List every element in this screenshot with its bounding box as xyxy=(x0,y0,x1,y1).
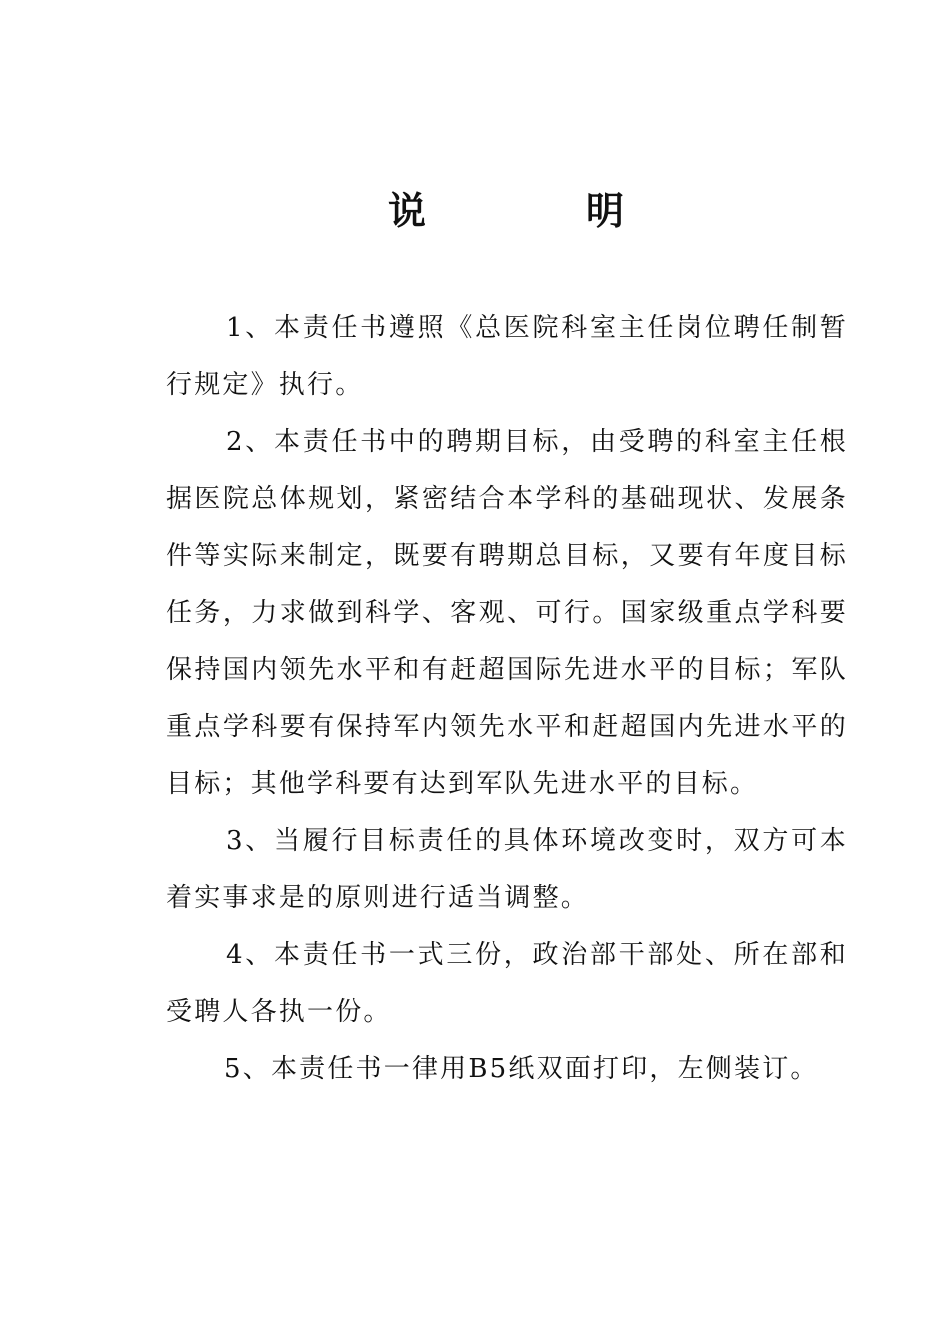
document-title xyxy=(0,186,950,236)
paragraph-4: 4、本责任书一式三份，政治部干部处、所在部和受聘人各执一份。 xyxy=(166,940,848,1027)
document-body xyxy=(166,300,848,1098)
paragraph-5: 5、本责任书一律用B5纸双面打印，左侧装订。 xyxy=(224,1054,819,1084)
title-char-1: 说 xyxy=(388,189,427,233)
paragraph-2: 2、本责任书中的聘期目标，由受聘的科室主任根据医院总体规划，紧密结合本学科的基础现状、发展条件等实际来制定，既要有聘期总目标，又要有年度目标任务，力求做到科学、客观、可行。国家级重点学科要保持国内领先水平和有赶超国际先进水平的目标；军队重点学科要有保持军内领先水平和赶超国内先进水平的目标；其他学科要有达到军队先进水平的目标。 xyxy=(166,427,848,799)
title-char-2: 明 xyxy=(586,189,625,233)
paragraph-3: 3、当履行目标责任的具体环境改变时，双方可本着实事求是的原则进行适当调整。 xyxy=(166,826,848,913)
paragraph-1: 1、本责任书遵照《总医院科室主任岗位聘任制暂行规定》执行。 xyxy=(166,313,848,400)
